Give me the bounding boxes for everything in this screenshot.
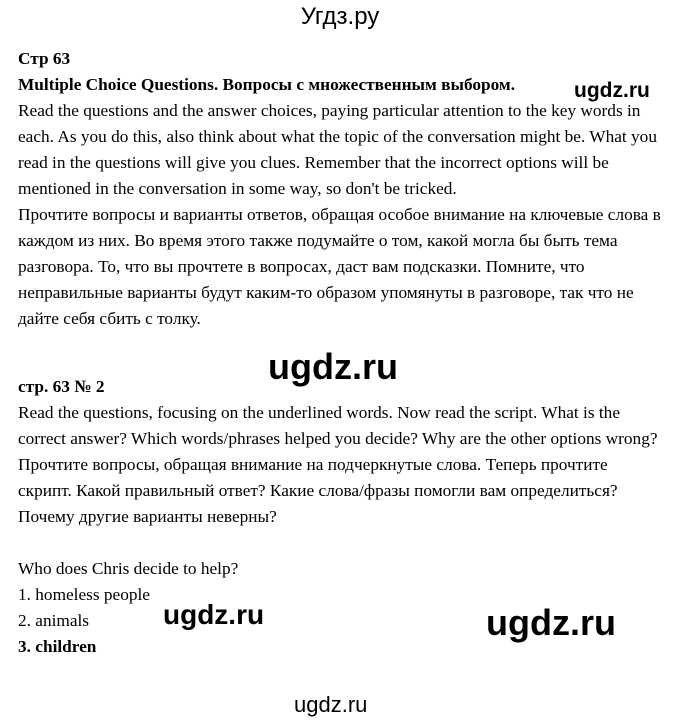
exercise-instructions: Read the questions, focusing on the underlined words. Now read the script. What is the correct answer? Which words/phrases helped you decide? Why are the other options wrong? Прочтите вопросы, обращая внимание на подчеркнутые слова. Теперь прочтите скрипт. Какой правильный ответ? Какие слова/фразы помогли вам определиться? Почему другие варианты неверны? xyxy=(18,403,658,526)
watermark-bottom: ugdz.ru xyxy=(294,692,368,717)
answer-option: 1. homeless people xyxy=(18,585,150,604)
watermark-option: ugdz.ru xyxy=(163,599,265,630)
watermark-heading: ugdz.ru xyxy=(574,79,650,102)
correct-answer-option: 3. children xyxy=(18,637,97,656)
watermark-center: ugdz.ru xyxy=(268,346,398,387)
russian-paragraph: Прочтите вопросы и варианты ответов, обращая особое внимание на ключевые слова в каждом из них. Во время этого также подумайте о том, какой могла бы быть тема разговора. То, что вы прочтете в вопросах, даст вам подсказки. Помните, что неправильные варианты будут каким-то образом упомянуты в разговоре, так что не дайте себя сбить с толку. xyxy=(18,205,661,328)
exercise-reference: стр. 63 № 2 xyxy=(18,377,105,396)
watermark-right: ugdz.ru xyxy=(486,602,616,643)
page-reference: Стр 63 xyxy=(18,49,71,68)
site-title: Угдз.ру xyxy=(300,3,380,30)
english-paragraph: Read the questions and the answer choices, paying particular attention to the key words in each. As you do this, also think about what the topic of the conversation might be. What you read in the questions will give you clues. Remember that the incorrect options will be mentioned in the conversation in some way, so don't be tricked. xyxy=(18,101,657,198)
answer-option: 2. animals xyxy=(18,611,90,630)
section-heading: Multiple Choice Questions. Вопросы с множественным выбором. xyxy=(18,75,516,94)
question-text: Who does Chris decide to help? xyxy=(18,559,239,578)
